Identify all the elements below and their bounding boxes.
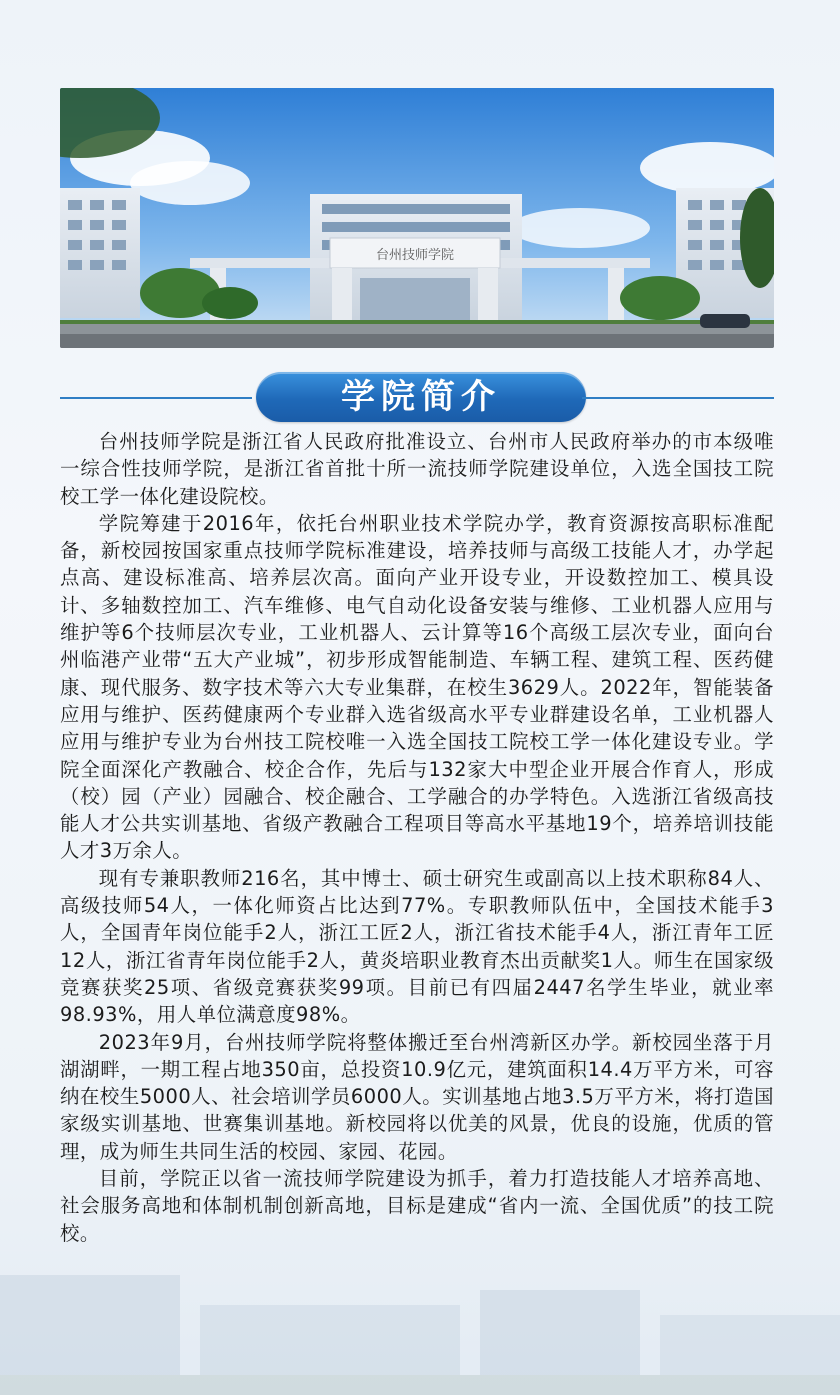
intro-paragraph-1: 台州技师学院是浙江省人民政府批准设立、台州市人民政府举办的市本级唯一综合性技师学院，是浙江省首批十所一流技师学院建设单位，入选全国技工院校工学一体化建设院校。	[60, 430, 774, 508]
intro-paragraph-3: 现有专兼职教师216名，其中博士、硕士研究生或副高以上技术职称84人、高级技师54人，一体化师资占比达到77%。专职教师队伍中，全国技术能手3人，全国青年岗位能手2人，浙江工匠2人，浙江省技术能手4人，浙江青年工匠12人，浙江省青年岗位能手2人，黄炎培职业教育杰出贡献奖1人。师生在国家级竞赛获奖25项、省级竞赛获奖99项。目前已有四届2447名学生毕业，就业率98.93%，用人单位满意度98%。	[60, 866, 774, 1027]
intro-paragraph-4: 2023年9月，台州技师学院将整体搬迁至台州湾新区办学。新校园坐落于月湖湖畔，一期工程占地350亩，总投资10.9亿元，建筑面积14.4万平方米，可容纳在校生5000人、社会培训学员6000人。实训基地占地3.5万平方米，将打造国家级实训基地、世赛集训基地。新校园将以优美的风景，优良的设施，优质的管理，成为师生共同生活的校园、家园、花园。	[60, 1030, 774, 1163]
title-divider-left	[60, 397, 252, 399]
gate-sign-text: 台州技师学院	[375, 248, 455, 263]
intro-paragraph-5: 目前，学院正以省一流技师学院建设为抓手，着力打造技能人才培养高地、社会服务高地和体制机制创新高地，目标是建成“省内一流、全国优质”的技工院校。	[60, 1167, 774, 1245]
section-title: 学院简介	[341, 377, 501, 417]
section-title-bar	[60, 372, 774, 424]
background-campus-watermark	[0, 1235, 840, 1395]
intro-content	[60, 428, 774, 1247]
section-title-pill	[256, 372, 586, 422]
campus-gate-photo	[60, 88, 774, 348]
title-divider-right	[582, 397, 774, 399]
intro-paragraph-2: 学院筹建于2016年，依托台州职业技术学院办学，教育资源按高职标准配备，新校园按国家重点技师学院标准建设，培养技师与高级工技能人才，办学起点高、建设标准高、培养层次高。面向产业开设专业，开设数控加工、模具设计、多轴数控加工、汽车维修、电气自动化设备安装与维修、工业机器人应用与维护等6个技师层次专业，工业机器人、云计算等16个高级工层次专业，面向台州临港产业带“五大产业城”，初步形成智能制造、车辆工程、建筑工程、医药健康、现代服务、数字技术等六大专业集群，在校生3629人。2022年，智能装备应用与维护、医药健康两个专业群入选省级高水平专业群建设名单，工业机器人应用与维护专业为台州技工院校唯一入选全国技工院校工学一体化建设专业。学院全面深化产教融合、校企合作，先后与132家大中型企业开展合作育人，形成（校）园（产业）园融合、校企融合、工学融合的办学特色。入选浙江省级高技能人才公共实训基地、省级产教融合工程项目等高水平基地19个，培养培训技能人才3万余人。	[60, 511, 774, 863]
